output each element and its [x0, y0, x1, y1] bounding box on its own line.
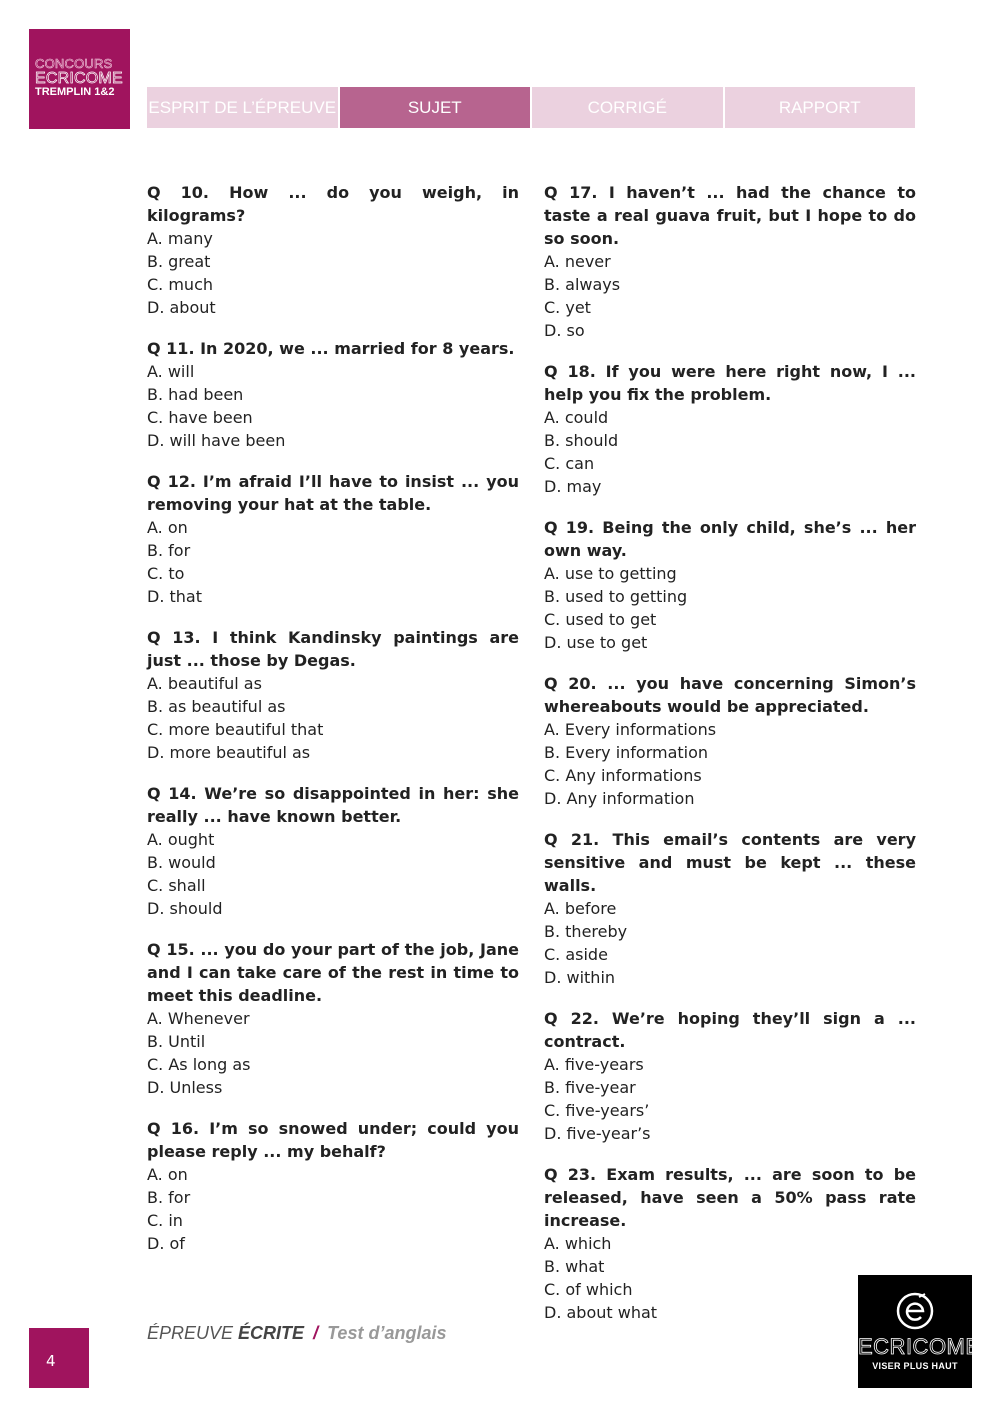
footer-title — [147, 1323, 446, 1344]
answer-option-d[interactable]: D. that — [147, 587, 202, 606]
answer-option-b[interactable]: B. five-year — [544, 1078, 636, 1097]
answer-option-c[interactable]: C. used to get — [544, 610, 657, 629]
answer-option-b[interactable]: B. thereby — [544, 922, 628, 941]
answer-option-a[interactable]: A. which — [544, 1234, 612, 1253]
answer-option-d[interactable]: D. more beautiful as — [147, 743, 311, 762]
answer-option-c[interactable]: C. more beautiful that — [147, 720, 324, 739]
answer-option-a[interactable]: A. beautiful as — [147, 674, 262, 693]
answer-option-c[interactable]: C. shall — [147, 876, 206, 895]
answer-option-b[interactable]: B. for — [147, 541, 191, 560]
answer-option-a[interactable]: A. on — [147, 518, 188, 537]
footer-title-prefix: ÉPREUVE — [147, 1323, 234, 1343]
answer-option-c[interactable]: C. in — [147, 1211, 183, 1230]
answer-option-d[interactable]: D. Any information — [544, 789, 695, 808]
logo-line-tremplin: TREMPLIN 1&2 — [35, 86, 115, 98]
brand-tagline: VISER PLUS HAUT — [872, 1361, 958, 1371]
question-10 — [147, 181, 519, 319]
answer-option-d[interactable]: D. Unless — [147, 1078, 223, 1097]
question-22 — [544, 1007, 916, 1145]
logo-line-concours: CONCOURS — [35, 56, 113, 71]
answer-option-b[interactable]: B. Every information — [544, 743, 709, 762]
question-stem: Q 10. How ... do you weigh, in kilograms? — [147, 183, 519, 225]
brand-name: ECRICOME — [858, 1334, 981, 1359]
answer-option-c[interactable]: C. have been — [147, 408, 253, 427]
answer-option-d[interactable]: D. within — [544, 968, 616, 987]
ecricome-brand-logo — [858, 1275, 981, 1388]
answer-option-b[interactable]: B. should — [544, 431, 619, 450]
answer-option-a[interactable]: A. five-years — [544, 1055, 644, 1074]
question-stem: Q 13. I think Kandinsky paintings are just ... those by Degas. — [147, 628, 519, 670]
question-20 — [544, 672, 916, 810]
answer-option-b[interactable]: B. Until — [147, 1032, 206, 1051]
answer-option-a[interactable]: A. will — [147, 362, 195, 381]
answer-option-c[interactable]: C. Any informations — [544, 766, 702, 785]
question-11 — [147, 337, 519, 452]
answer-option-d[interactable]: D. so — [544, 321, 585, 340]
question-stem: Q 21. This email’s contents are very sensitive and must be kept ... these walls. — [544, 830, 916, 895]
answer-option-b[interactable]: B. always — [544, 275, 621, 294]
tab-sujet[interactable]: SUJET — [340, 87, 531, 128]
question-13 — [147, 626, 519, 764]
answer-option-a[interactable]: A. use to getting — [544, 564, 677, 583]
tab-rapport[interactable]: RAPPORT — [725, 87, 916, 128]
question-15 — [147, 938, 519, 1099]
answer-option-c[interactable]: C. yet — [544, 298, 591, 317]
answer-option-d[interactable]: D. about — [147, 298, 216, 317]
question-12 — [147, 470, 519, 608]
question-21 — [544, 828, 916, 989]
answer-option-d[interactable]: D. about what — [544, 1303, 658, 1322]
section-tabs — [147, 87, 915, 128]
answer-option-b[interactable]: B. for — [147, 1188, 191, 1207]
answer-option-c[interactable]: C. five-years’ — [544, 1101, 650, 1120]
question-stem: Q 11. In 2020, we ... married for 8 years. — [147, 339, 515, 358]
answer-option-a[interactable]: A. Every informations — [544, 720, 717, 739]
answer-option-c[interactable]: C. of which — [544, 1280, 633, 1299]
answer-option-d[interactable]: D. five-year’s — [544, 1124, 651, 1143]
answer-option-a[interactable]: A. never — [544, 252, 611, 271]
ecricome-e-icon — [895, 1291, 935, 1331]
question-stem: Q 14. We’re so disappointed in her: she really ... have known better. — [147, 784, 519, 826]
concours-ecricome-logo — [29, 29, 130, 129]
answer-option-b[interactable]: B. used to getting — [544, 587, 688, 606]
answer-option-c[interactable]: C. As long as — [147, 1055, 251, 1074]
footer-separator: / — [313, 1323, 319, 1343]
question-stem: Q 20. ... you have concerning Simon’s whereabouts would be appreciated. — [544, 674, 916, 716]
answer-option-d[interactable]: D. may — [544, 477, 602, 496]
answer-option-b[interactable]: B. had been — [147, 385, 244, 404]
answer-option-a[interactable]: A. many — [147, 229, 213, 248]
answer-option-b[interactable]: B. as beautiful as — [147, 697, 286, 716]
answer-option-c[interactable]: C. aside — [544, 945, 608, 964]
answer-option-a[interactable]: A. could — [544, 408, 609, 427]
logo-line-ecricome: ECRICOME — [35, 70, 123, 87]
question-stem: Q 17. I haven’t ... had the chance to taste a real guava fruit, but I hope to do so soon. — [544, 183, 916, 248]
page-number: 4 — [29, 1328, 89, 1388]
answer-option-a[interactable]: A. ought — [147, 830, 215, 849]
answer-option-c[interactable]: C. much — [147, 275, 214, 294]
answer-option-b[interactable]: B. great — [147, 252, 211, 271]
question-stem: Q 18. If you were here right now, I ... help you fix the problem. — [544, 362, 916, 404]
question-14 — [147, 782, 519, 920]
tab-corrige[interactable]: CORRIGÉ — [532, 87, 723, 128]
tab-esprit-de-l-epreuve[interactable]: ESPRIT DE L’ÉPREUVE — [147, 87, 338, 128]
question-stem: Q 12. I’m afraid I’ll have to insist ... you removing your hat at the table. — [147, 472, 519, 514]
question-stem: Q 23. Exam results, ... are soon to be released, have seen a 50% pass rate increase. — [544, 1165, 916, 1230]
questions-column-left — [147, 181, 519, 1273]
questions-column-right — [544, 181, 916, 1342]
question-stem: Q 16. I’m so snowed under; could you please reply ... my behalf? — [147, 1119, 519, 1161]
question-18 — [544, 360, 916, 498]
answer-option-b[interactable]: B. what — [544, 1257, 605, 1276]
answer-option-d[interactable]: D. should — [147, 899, 223, 918]
answer-option-c[interactable]: C. can — [544, 454, 595, 473]
footer-title-strong: ÉCRITE — [238, 1323, 305, 1343]
footer-title-subject: Test d’anglais — [327, 1323, 447, 1343]
answer-option-b[interactable]: B. would — [147, 853, 216, 872]
question-stem: Q 15. ... you do your part of the job, Jane and I can take care of the rest in time to meet this deadline. — [147, 940, 519, 1005]
question-stem: Q 19. Being the only child, she’s ... her own way. — [544, 518, 916, 560]
answer-option-a[interactable]: A. on — [147, 1165, 188, 1184]
question-19 — [544, 516, 916, 654]
answer-option-d[interactable]: D. will have been — [147, 431, 286, 450]
answer-option-c[interactable]: C. to — [147, 564, 185, 583]
answer-option-d[interactable]: D. of — [147, 1234, 185, 1253]
question-17 — [544, 181, 916, 342]
question-stem: Q 22. We’re hoping they’ll sign a ... contract. — [544, 1009, 916, 1051]
answer-option-a[interactable]: A. Whenever — [147, 1009, 250, 1028]
answer-option-d[interactable]: D. use to get — [544, 633, 648, 652]
question-16 — [147, 1117, 519, 1255]
answer-option-a[interactable]: A. before — [544, 899, 617, 918]
